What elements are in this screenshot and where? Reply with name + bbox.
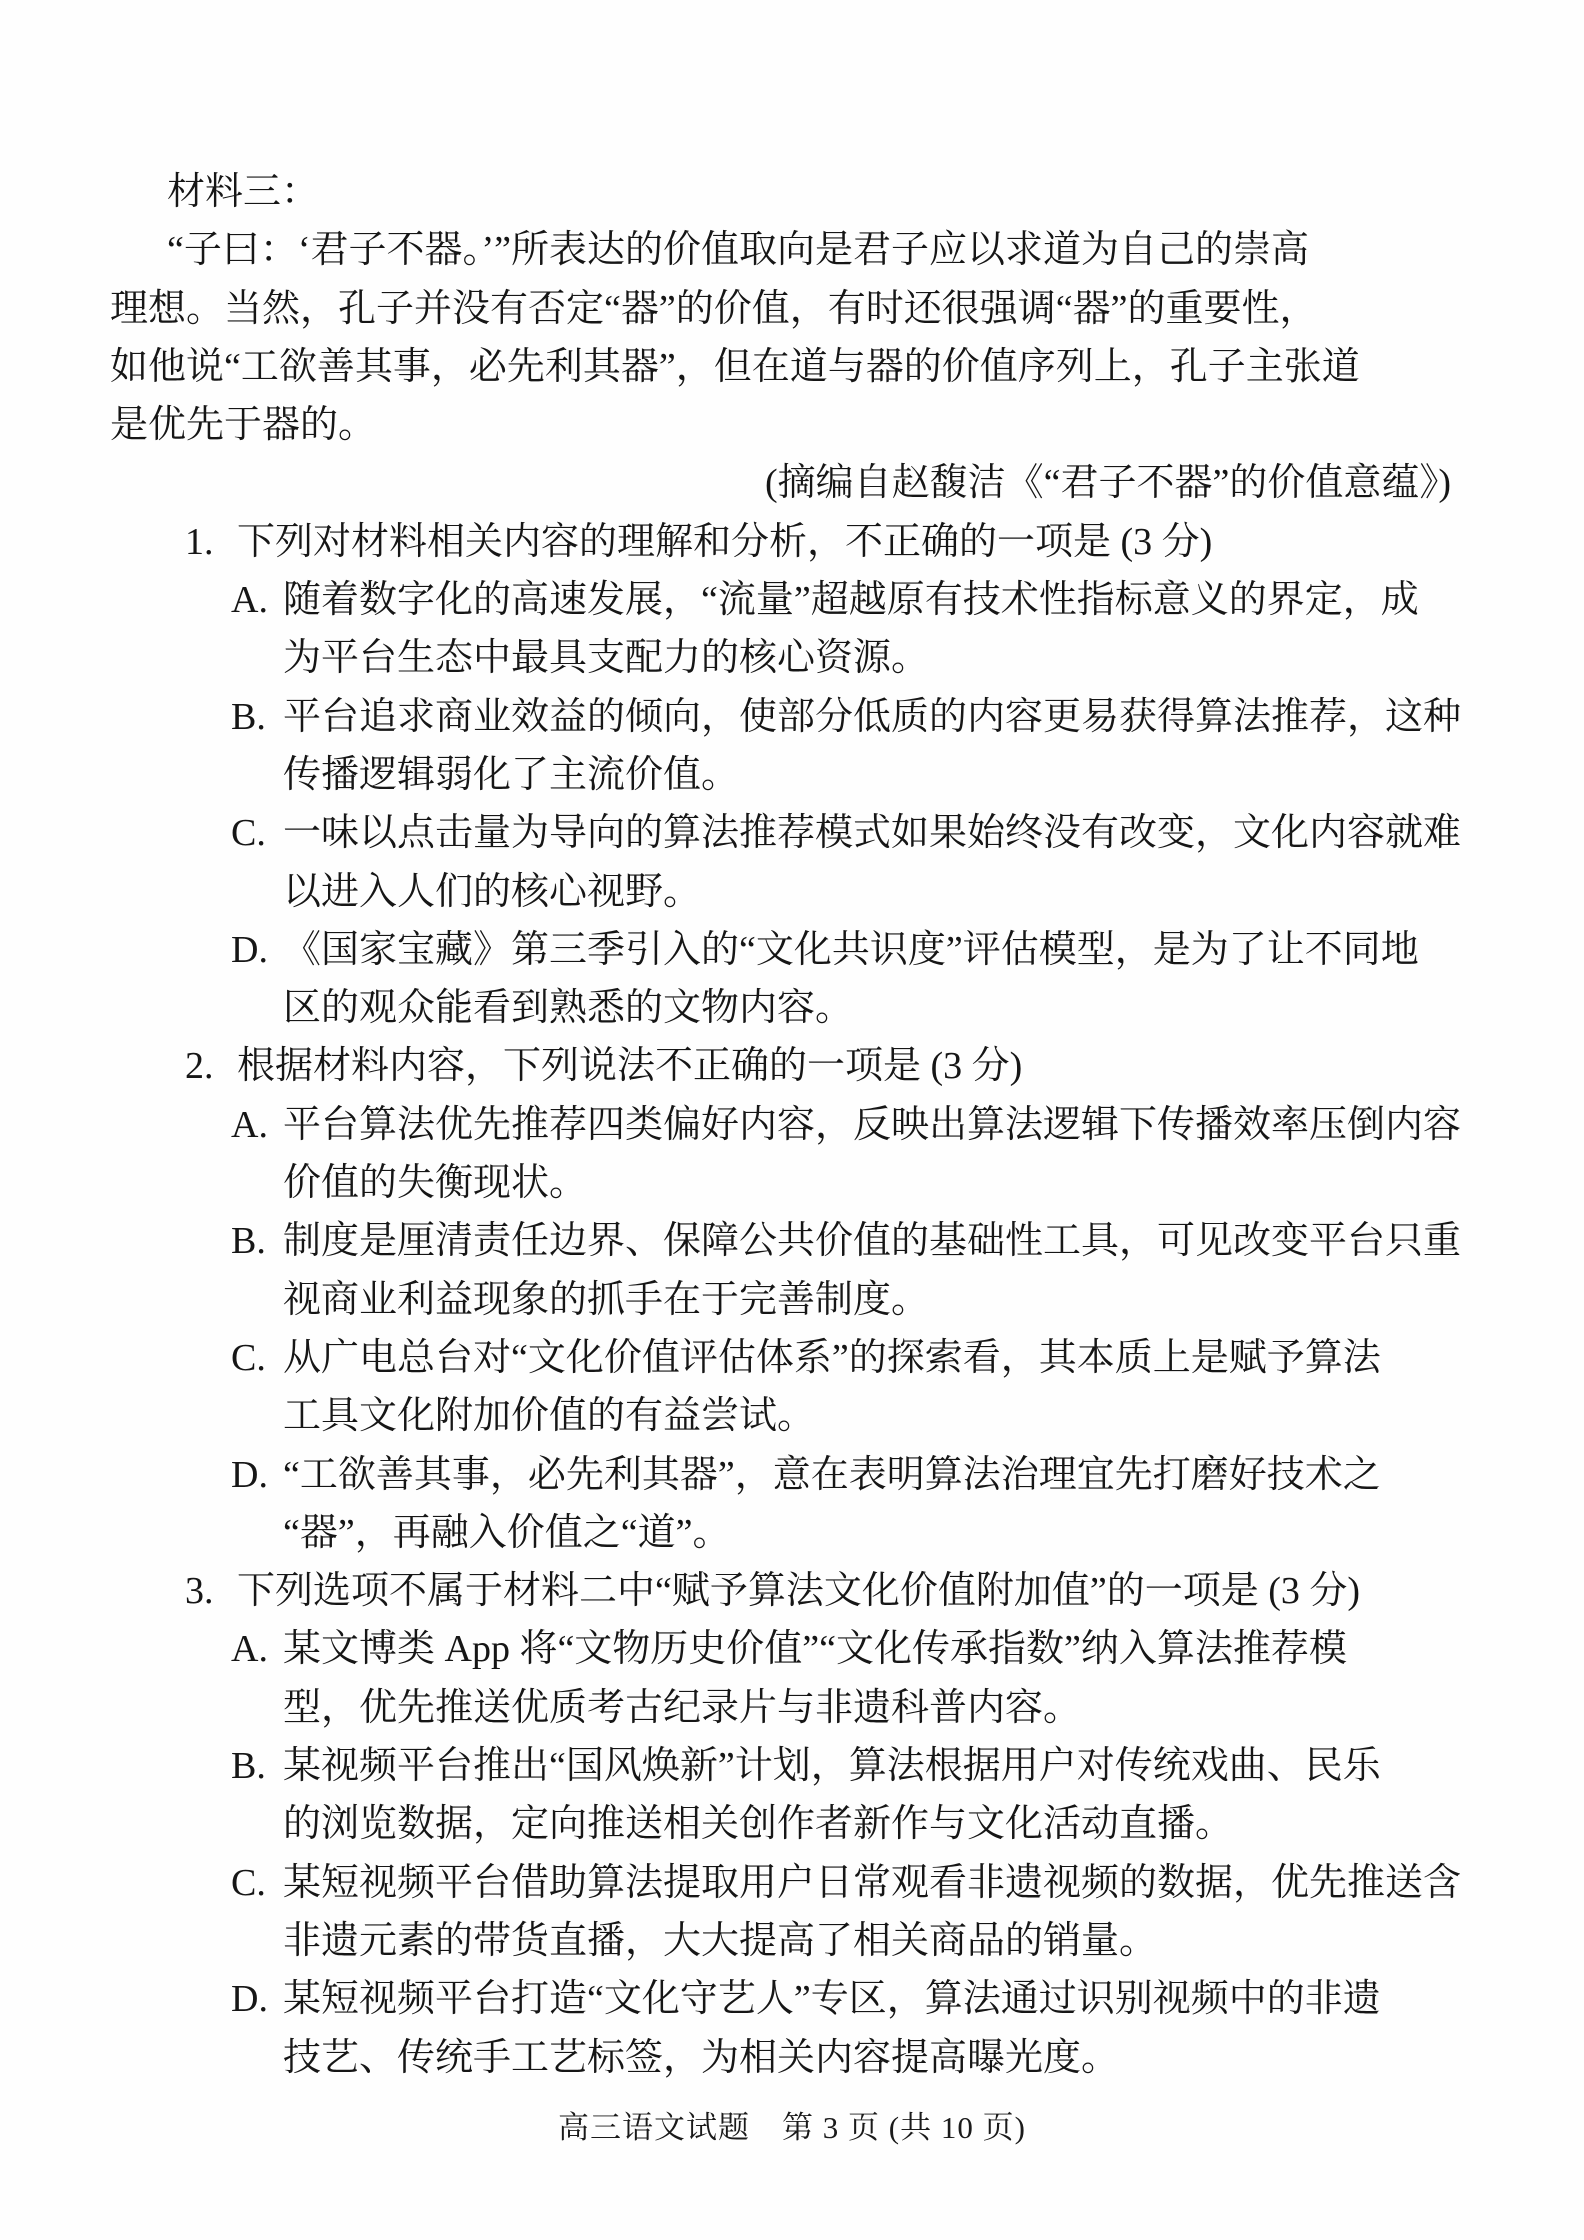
question-3-option-a: [110, 1620, 1455, 1678]
question-2-stem: [110, 1037, 1455, 1095]
question-2-stem-text: 根据材料内容，下列说法不正确的一项是 (3 分): [237, 1045, 1023, 1088]
question-3-option-a-continuation: 型，优先推送优质考古纪录片与非遗科普内容。: [283, 1686, 1082, 1729]
option-c-label: C.: [231, 1336, 266, 1379]
question-1-option-a: [110, 571, 1455, 629]
option-c-label: C.: [231, 812, 266, 855]
reading-section: [110, 163, 1462, 2087]
question-1-option-c-continuation: 以进入人们的核心视野。: [283, 870, 702, 913]
option-a-label: A.: [231, 579, 268, 622]
page-footer: 高三语文试题 第 3 页 (共 10 页): [558, 2110, 1026, 2145]
question-1-option-b-continuation: 传播逻辑弱化了主流价值。: [283, 753, 740, 796]
material-paragraph-line-4: 是优先于器的。: [110, 404, 377, 447]
option-b-label: B.: [231, 1220, 266, 1263]
question-2-option-d: [110, 1446, 1455, 1504]
question-1-option-b: [110, 688, 1462, 746]
question-3-option-d-continuation: 技艺、传统手工艺标签，为相关内容提高曝光度。: [283, 2036, 1120, 2079]
question-2-option-c-continuation: 工具文化附加价值的有益尝试。: [283, 1395, 816, 1438]
option-d-label: D.: [231, 1453, 268, 1496]
material-paragraph-line-2: 理想。当然，孔子并没有否定“器”的价值，有时还很强调“器”的重要性，: [110, 287, 1318, 330]
question-1-option-c: [110, 804, 1462, 862]
question-1-number: 1.: [185, 520, 214, 563]
option-d-text: 某短视频平台打造“文化守艺人”专区，算法通过识别视频中的非遗: [283, 1978, 1381, 2021]
question-2-option-b: [110, 1212, 1462, 1270]
option-c-text: 某短视频平台借助算法提取用户日常观看非遗视频的数据，优先推送含: [283, 1861, 1462, 1904]
option-b-label: B.: [231, 1745, 266, 1788]
question-3-option-b-continuation: 的浏览数据，定向推送相关创作者新作与文化活动直播。: [283, 1803, 1234, 1846]
question-3-option-c-continuation: 非遗元素的带货直播，大大提高了相关商品的销量。: [283, 1919, 1158, 1962]
question-3-option-d: [110, 1970, 1455, 2028]
material-paragraph-line-1: “子曰：‘君子不器。’”所表达的价值取向是君子应以求道为自己的崇高: [167, 229, 1310, 272]
question-2-option-a-continuation: 价值的失衡现状。: [283, 1162, 588, 1205]
option-b-text: 制度是厘清责任边界、保障公共价值的基础性工具，可见改变平台只重: [283, 1220, 1462, 1263]
option-d-text: “工欲善其事，必先利其器”，意在表明算法治理宜先打磨好技术之: [283, 1453, 1381, 1496]
question-3-stem-text: 下列选项不属于材料二中“赋予算法文化价值附加值”的一项是 (3 分): [237, 1570, 1361, 1613]
option-b-text: 某视频平台推出“国风焕新”计划，算法根据用户对传统戏曲、民乐: [283, 1745, 1381, 1788]
question-2-option-d-continuation: “器”，再融入价值之“道”。: [283, 1511, 731, 1554]
option-d-label: D.: [231, 928, 268, 971]
option-a-text: 随着数字化的高速发展，“流量”超越原有技术性指标意义的界定，成: [283, 579, 1419, 622]
question-1-option-a-continuation: 为平台生态中最具支配力的核心资源。: [283, 637, 930, 680]
question-3-stem: [110, 1562, 1455, 1620]
question-2-option-c: [110, 1329, 1455, 1387]
question-1-option-d-continuation: 区的观众能看到熟悉的文物内容。: [283, 987, 854, 1030]
question-3-option-c: [110, 1854, 1462, 1912]
question-1-option-d: [110, 921, 1455, 979]
question-2-number: 2.: [185, 1045, 214, 1088]
material-label: 材料三：: [167, 171, 320, 213]
material-paragraph-line-3: 如他说“工欲善其事，必先利其器”，但在道与器的价值序列上，孔子主张道: [110, 345, 1360, 388]
question-3-number: 3.: [185, 1570, 214, 1613]
source-attribution: (摘编自赵馥洁《“君子不器”的价值意蕴》): [764, 462, 1451, 505]
question-2-option-b-continuation: 视商业利益现象的抓手在于完善制度。: [283, 1278, 930, 1321]
option-c-label: C.: [231, 1861, 266, 1904]
question-1-stem: [110, 513, 1455, 571]
question-1-stem-text: 下列对材料相关内容的理解和分析，不正确的一项是 (3 分): [237, 520, 1213, 563]
option-b-text: 平台追求商业效益的倾向，使部分低质的内容更易获得算法推荐，这种: [283, 695, 1462, 738]
option-d-text: 《国家宝藏》第三季引入的“文化共识度”评估模型，是为了让不同地: [283, 928, 1419, 971]
option-a-label: A.: [231, 1628, 268, 1671]
option-b-label: B.: [231, 695, 266, 738]
question-2-option-a: [110, 1096, 1462, 1154]
option-a-text: 平台算法优先推荐四类偏好内容，反映出算法逻辑下传播效率压倒内容: [283, 1103, 1462, 1146]
option-c-text: 从广电总台对“文化价值评估体系”的探索看，其本质上是赋予算法: [283, 1336, 1381, 1379]
option-c-text: 一味以点击量为导向的算法推荐模式如果始终没有改变，文化内容就难: [283, 812, 1462, 855]
question-3-option-b: [110, 1737, 1455, 1795]
option-a-label: A.: [231, 1103, 268, 1146]
option-d-label: D.: [231, 1978, 268, 2021]
option-a-text: 某文博类 App 将“文物历史价值”“文化传承指数”纳入算法推荐模: [283, 1628, 1347, 1671]
